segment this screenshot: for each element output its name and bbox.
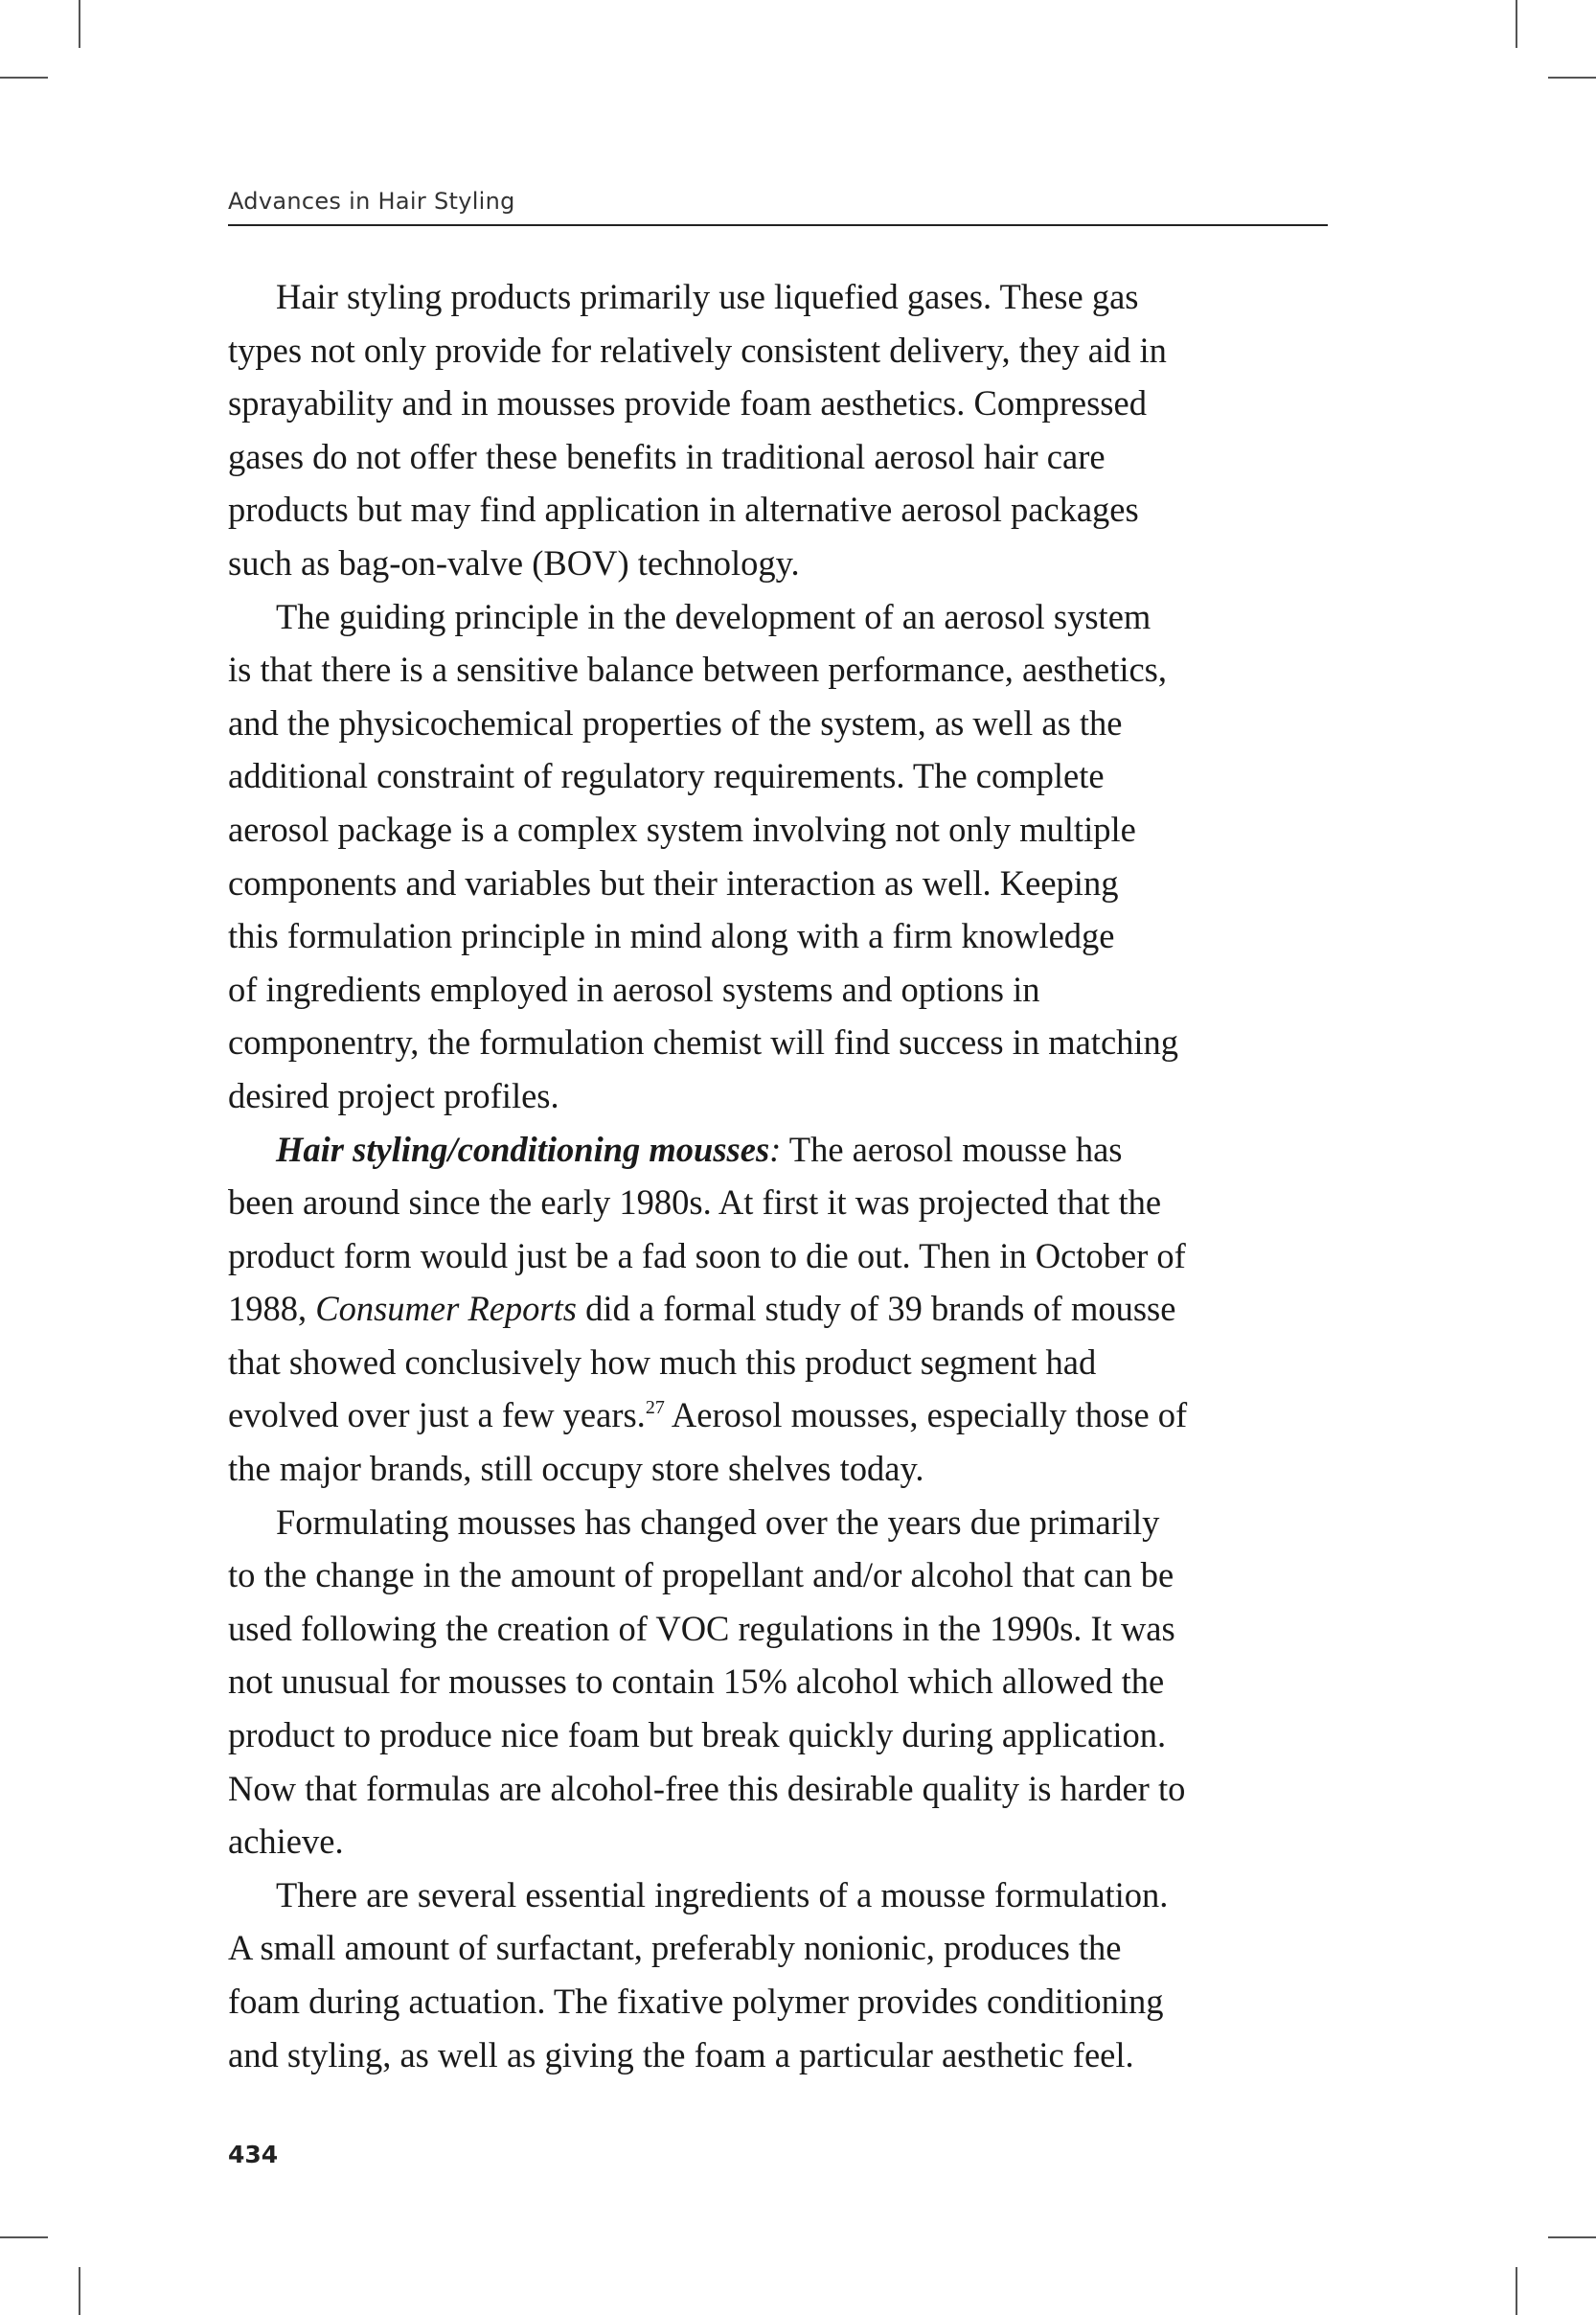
text-line: componentry, the formulation chemist will find success in matching (228, 1022, 1179, 1063)
text-line: foam during actuation. The fixative polymer provides conditioning (228, 1982, 1164, 2021)
text-line: desired project profiles. (228, 1075, 559, 1115)
text-line (228, 1282, 1339, 1336)
text-line: Formulating mousses has changed over the years due primarily (276, 1501, 1160, 1542)
text-line: that showed conclusively how much this product segment had (228, 1341, 1097, 1382)
text-line: not unusual for mousses to contain 15% alcohol which allowed the (228, 1662, 1165, 1702)
text-line: sprayability and in mousses provide foam aesthetics. Compressed (228, 383, 1147, 424)
text-line: is that there is a sensitive balance between performance, aesthetics, (228, 650, 1168, 690)
crop-mark (1516, 2267, 1517, 2315)
text-line: product to produce nice foam but break quickly during application. (228, 1715, 1167, 1755)
header-rule (228, 224, 1328, 226)
text-line: to the change in the amount of propellant and/or alcohol that can be (228, 1555, 1174, 1595)
text-line: used following the creation of VOC regulations in the 1990s. It was (228, 1608, 1175, 1648)
crop-mark (79, 0, 80, 48)
crop-mark (1516, 0, 1517, 48)
text-line: such as bag-on-valve (BOV) technology. (228, 542, 800, 583)
crop-mark (79, 2267, 80, 2315)
paragraph (228, 270, 1339, 324)
text-line: There are several essential ingredients of a mousse formulation. (276, 1874, 1169, 1914)
text-line: product form would just be a fad soon to die out. Then in October of (228, 1235, 1186, 1275)
text-line: components and variables but their interaction as well. Keeping (228, 862, 1119, 903)
crop-mark (0, 77, 48, 79)
text-line: Now that formulas are alcohol-free this desirable quality is harder to (228, 1768, 1186, 1808)
text-line: types not only provide for relatively consistent delivery, they aid in (228, 330, 1167, 370)
text-line: products but may find application in alternative aerosol packages (228, 490, 1139, 530)
page-number: 434 (228, 2141, 279, 2168)
text-line: additional constraint of regulatory requirements. The complete (228, 756, 1105, 796)
text-line: of ingredients employed in aerosol systems and options in (228, 969, 1040, 1009)
text-line: this formulation principle in mind along with a firm knowledge (228, 916, 1115, 956)
text-line (228, 1388, 1339, 1442)
text-run: did a formal study of 39 brands of mousse (576, 1289, 1176, 1329)
paragraph (228, 1868, 1339, 1922)
text-line (228, 1123, 1339, 1177)
text-line: and styling, as well as giving the foam a particular aesthetic feel. (228, 2034, 1134, 2074)
paragraph (228, 590, 1339, 644)
text-line: The guiding principle in the development of an aerosol system (276, 596, 1151, 636)
crop-mark (0, 2236, 48, 2238)
heading-separator: : (769, 1129, 782, 1169)
body-text (228, 270, 1339, 2081)
running-head: Advances in Hair Styling (228, 188, 515, 215)
text-line: the major brands, still occupy store shelves today. (228, 1449, 924, 1489)
crop-mark (1548, 77, 1596, 79)
paragraph (228, 1496, 1339, 1549)
text-line: A small amount of surfactant, preferably nonionic, produces the (228, 1928, 1122, 1968)
text-line: gases do not offer these benefits in traditional aerosol hair care (228, 436, 1106, 476)
text-line: achieve. (228, 1822, 344, 1862)
text-line: aerosol package is a complex system involving not only multiple (228, 809, 1136, 849)
paragraph (228, 1123, 1339, 1177)
text-line: and the physicochemical properties of the system, as well as the (228, 702, 1123, 743)
text-run: Aerosol mousses, especially those of (664, 1395, 1188, 1435)
publication-title: Consumer Reports (315, 1289, 577, 1329)
text-line: Hair styling products primarily use liquefied gases. These gas (276, 277, 1139, 316)
crop-mark (1548, 2236, 1596, 2238)
text-run: 1988, (228, 1289, 316, 1329)
run-in-heading: Hair styling/conditioning mousses (276, 1129, 770, 1169)
reference-superscript: 27 (645, 1397, 665, 1419)
text-run: The aerosol mousse has (781, 1129, 1123, 1169)
text-line: been around since the early 1980s. At first it was projected that the (228, 1182, 1162, 1223)
text-run: evolved over just a few years. (228, 1395, 646, 1435)
